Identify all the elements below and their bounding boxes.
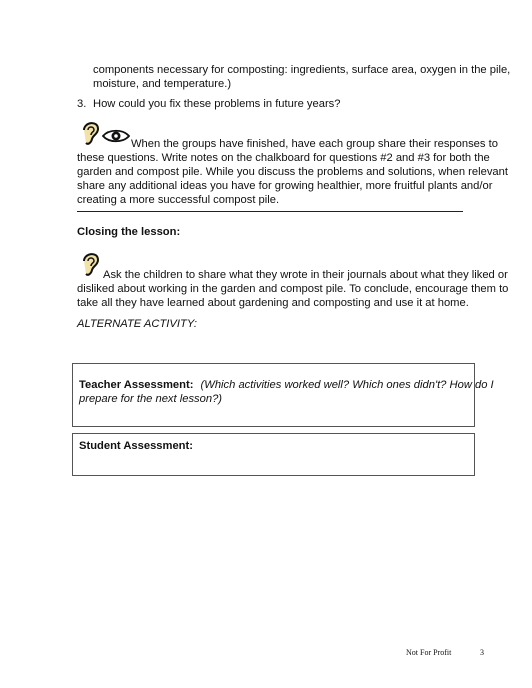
student-assessment-label: Student Assessment: xyxy=(79,440,193,452)
closing-line-3: take all they have learned about gardening and composting and use it at home. xyxy=(77,297,469,309)
footer-text: Not For Profit xyxy=(406,648,452,657)
ear-icon xyxy=(80,118,102,148)
teacher-assessment-label: Teacher Assessment: xyxy=(79,379,194,391)
teacher-assessment-prompt-line-1: (Which activities worked well? Which ones didn't? How do I xyxy=(200,379,494,391)
share-paragraph-line-1: When the groups have finished, have each group share their responses to xyxy=(131,138,498,150)
closing-line-2: disliked about working in the garden and compost pile. To conclude, encourage them to xyxy=(77,283,509,295)
question-3-number: 3. xyxy=(77,98,87,110)
share-paragraph-line-2: these questions. Write notes on the chalkboard for questions #2 and #3 for both the xyxy=(77,152,490,164)
teacher-assessment-box xyxy=(72,363,494,427)
section-divider xyxy=(77,211,463,212)
page-number: 3 xyxy=(480,648,484,657)
continuation-line-2: moisture, and temperature.) xyxy=(93,78,232,90)
closing-heading: Closing the lesson: xyxy=(77,226,181,238)
share-paragraph-line-4: share any additional ideas you have for growing healthier, more fruitful plants and/or xyxy=(77,180,493,192)
alternate-activity-label: ALTERNATE ACTIVITY: xyxy=(77,318,197,330)
eye-icon xyxy=(102,128,130,144)
share-paragraph-line-5: creating a more successful compost pile. xyxy=(77,194,280,206)
ear-icon xyxy=(80,249,102,279)
student-assessment-box xyxy=(72,433,475,476)
share-paragraph-line-3: garden and compost pile. While you discuss the problems and solutions, when relevant xyxy=(77,166,508,178)
closing-line-1: Ask the children to share what they wrote in their journals about what they liked or xyxy=(103,269,508,281)
continuation-line-1: components necessary for composting: ingredients, surface area, oxygen in the pile, xyxy=(93,64,511,76)
question-3-text: How could you fix these problems in future years? xyxy=(93,98,341,110)
teacher-assessment-prompt-line-2: prepare for the next lesson?) xyxy=(79,393,223,405)
